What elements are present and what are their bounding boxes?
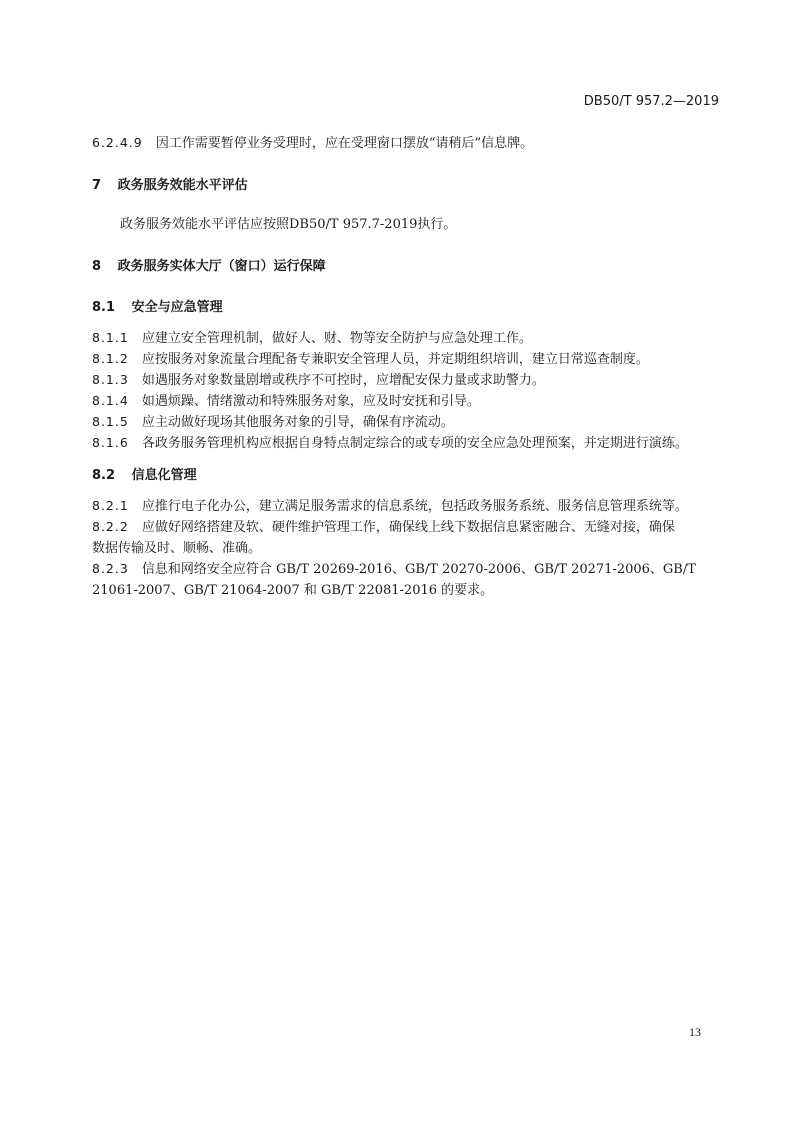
clause-text: 各政务服务管理机构应根据自身特点制定综合的或专项的安全应急处理预案，并定期进行演练。 — [141, 436, 688, 451]
clause-8-1-2 — [92, 348, 649, 367]
clause-number: 8.1.3 — [92, 372, 129, 387]
clause-number: 8.1.5 — [92, 414, 129, 429]
clause-text: 应建立安全管理机制，做好人、财、物等安全防护与应急处理工作。 — [141, 331, 532, 346]
section-number: 8.1 — [92, 300, 116, 315]
section-number: 7 — [92, 178, 102, 193]
page-number: 13 — [689, 1025, 701, 1039]
clause-8-1-3 — [92, 369, 545, 388]
clause-8-2-1 — [92, 495, 688, 514]
clause-text: 因工作需要暂停业务受理时，应在受理窗口摆放“请稍后”信息牌。 — [155, 136, 534, 151]
section-title: 安全与应急管理 — [131, 300, 223, 315]
clause-number: 6.2.4.9 — [92, 135, 143, 150]
clause-number: 8.1.6 — [92, 435, 129, 450]
clause-8-2-3 — [92, 558, 696, 577]
section-7-heading — [92, 174, 248, 193]
clause-number: 8.1.2 — [92, 351, 129, 366]
clause-8-2-2-continuation: 数据传输及时、顺畅、准确。 — [92, 541, 262, 556]
section-7-paragraph: 政务服务效能水平评估应按照DB50/T 957.7-2019执行。 — [120, 217, 457, 232]
section-number: 8 — [92, 259, 102, 274]
section-8-2-heading — [92, 464, 197, 483]
document-code: DB50/T 957.2—2019 — [583, 94, 719, 109]
clause-number: 8.1.4 — [92, 393, 129, 408]
clause-number: 8.1.1 — [92, 330, 129, 345]
clause-text-line-1: 应做好网络搭建及软、硬件维护管理工作，确保线上线下数据信息紧密融合、无缝对接，确保 — [141, 520, 675, 535]
clause-8-2-2 — [92, 516, 675, 535]
clause-8-1-1 — [92, 327, 532, 346]
clause-number: 8.2.2 — [92, 519, 129, 534]
section-title: 政务服务实体大厅（窗口）运行保障 — [117, 259, 326, 274]
clause-text-line-1: 信息和网络安全应符合 GB/T 20269-2016、GB/T 20270-2006、GB/T 20271-2006、GB/T — [141, 562, 696, 577]
section-8-1-heading — [92, 296, 223, 315]
section-title: 政务服务效能水平评估 — [117, 178, 248, 193]
clause-text: 应按服务对象流量合理配备专兼职安全管理人员，并定期组织培训，建立日常巡查制度。 — [141, 352, 649, 367]
section-title: 信息化管理 — [131, 468, 197, 483]
clause-text: 如遇服务对象数量剧增或秩序不可控时，应增配安保力量或求助警力。 — [141, 373, 545, 388]
section-number: 8.2 — [92, 468, 116, 483]
clause-8-1-4 — [92, 390, 480, 409]
clause-text: 应主动做好现场其他服务对象的引导，确保有序流动。 — [141, 415, 454, 430]
clause-number: 8.2.1 — [92, 498, 129, 513]
clause-8-2-3-continuation: 21061-2007、GB/T 21064-2007 和 GB/T 22081-2016 的要求。 — [92, 583, 494, 598]
clause-8-1-6 — [92, 432, 688, 451]
clause-6-2-4-9 — [92, 132, 533, 151]
section-8-heading — [92, 255, 326, 274]
clause-8-1-5 — [92, 411, 454, 430]
clause-number: 8.2.3 — [92, 561, 129, 576]
clause-text: 应推行电子化办公，建立满足服务需求的信息系统，包括政务服务系统、服务信息管理系统等。 — [141, 499, 688, 514]
clause-text: 如遇烦躁、情绪激动和特殊服务对象，应及时安抚和引导。 — [141, 394, 480, 409]
